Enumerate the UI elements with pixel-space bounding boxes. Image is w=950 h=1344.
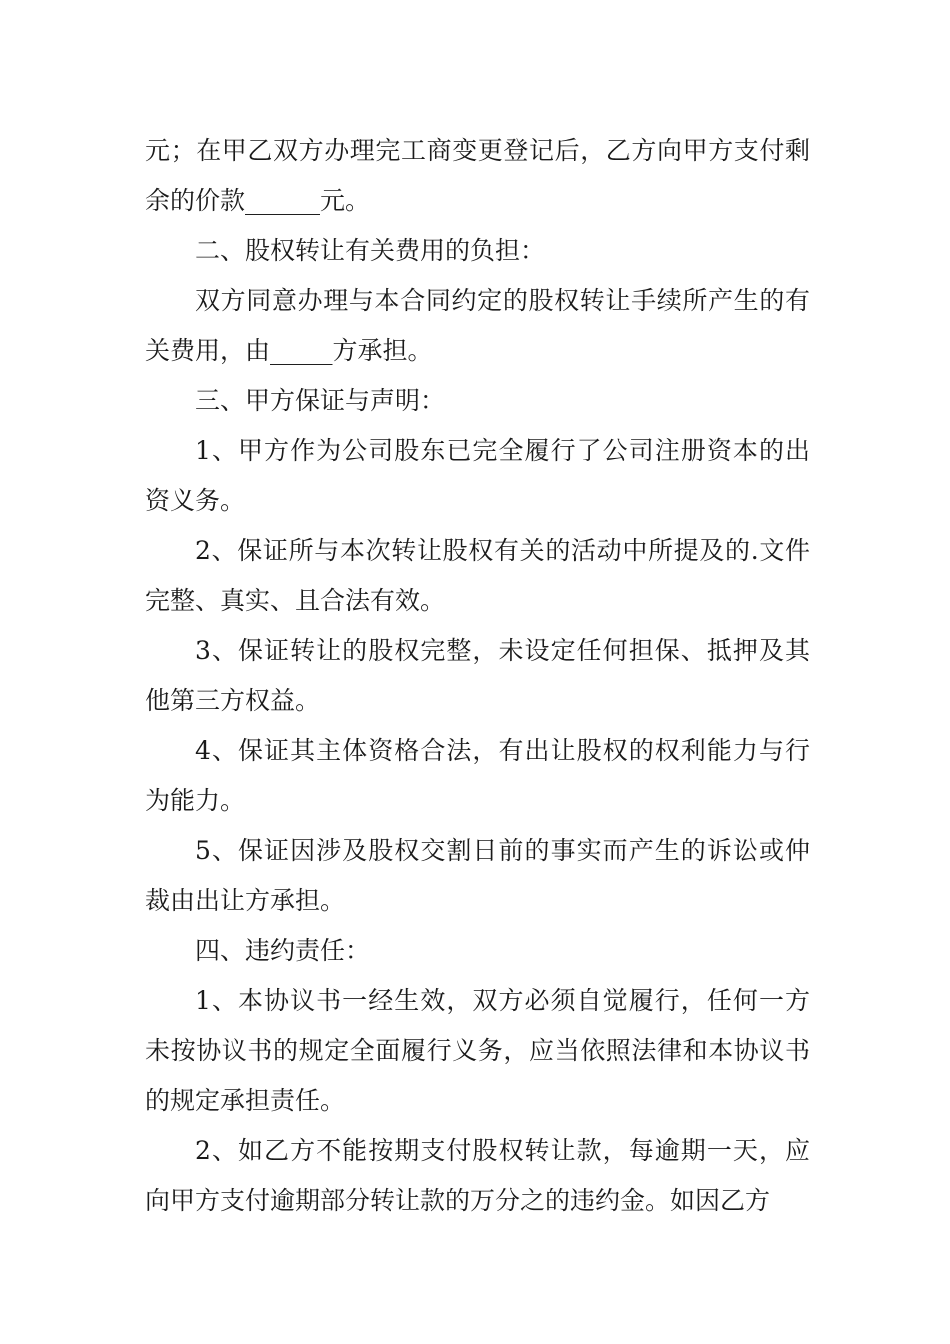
paragraph-warranty-5: 5、保证因涉及股权交割日前的事实而产生的诉讼或仲裁由出让方承担。 — [145, 836, 810, 915]
paragraph-payment-remainder: 元；在甲乙双方办理完工商变更登记后，乙方向甲方支付剩余的价款______元。 — [145, 136, 810, 215]
paragraph-breach-1: 1、本协议书一经生效，双方必须自觉履行，任何一方未按协议书的规定全面履行义务，应当依照法律和本协议书的规定承担责任。 — [145, 986, 810, 1115]
heading-party-a-warranties: 三、甲方保证与声明： — [195, 386, 446, 415]
paragraph-warranty-2: 2、保证所与本次转让股权有关的活动中所提及的.文件完整、真实、且合法有效。 — [145, 536, 810, 615]
paragraph-warranty-1: 1、甲方作为公司股东已完全履行了公司注册资本的出资义务。 — [145, 436, 810, 515]
paragraph-warranty-3: 3、保证转让的股权完整，未设定任何担保、抵押及其他第三方权益。 — [145, 636, 810, 715]
paragraph-fee-burden: 双方同意办理与本合同约定的股权转让手续所产生的有关费用，由_____方承担。 — [145, 286, 810, 365]
paragraph-warranty-4: 4、保证其主体资格合法，有出让股权的权利能力与行为能力。 — [145, 736, 810, 815]
heading-fee-burden: 二、股权转让有关费用的负担： — [195, 236, 546, 265]
heading-breach-liability: 四、违约责任： — [195, 936, 371, 965]
document-body — [145, 126, 810, 1226]
paragraph-breach-2: 2、如乙方不能按期支付股权转让款，每逾期一天，应向甲方支付逾期部分转让款的万分之的违约金。如因乙方 — [145, 1136, 810, 1215]
